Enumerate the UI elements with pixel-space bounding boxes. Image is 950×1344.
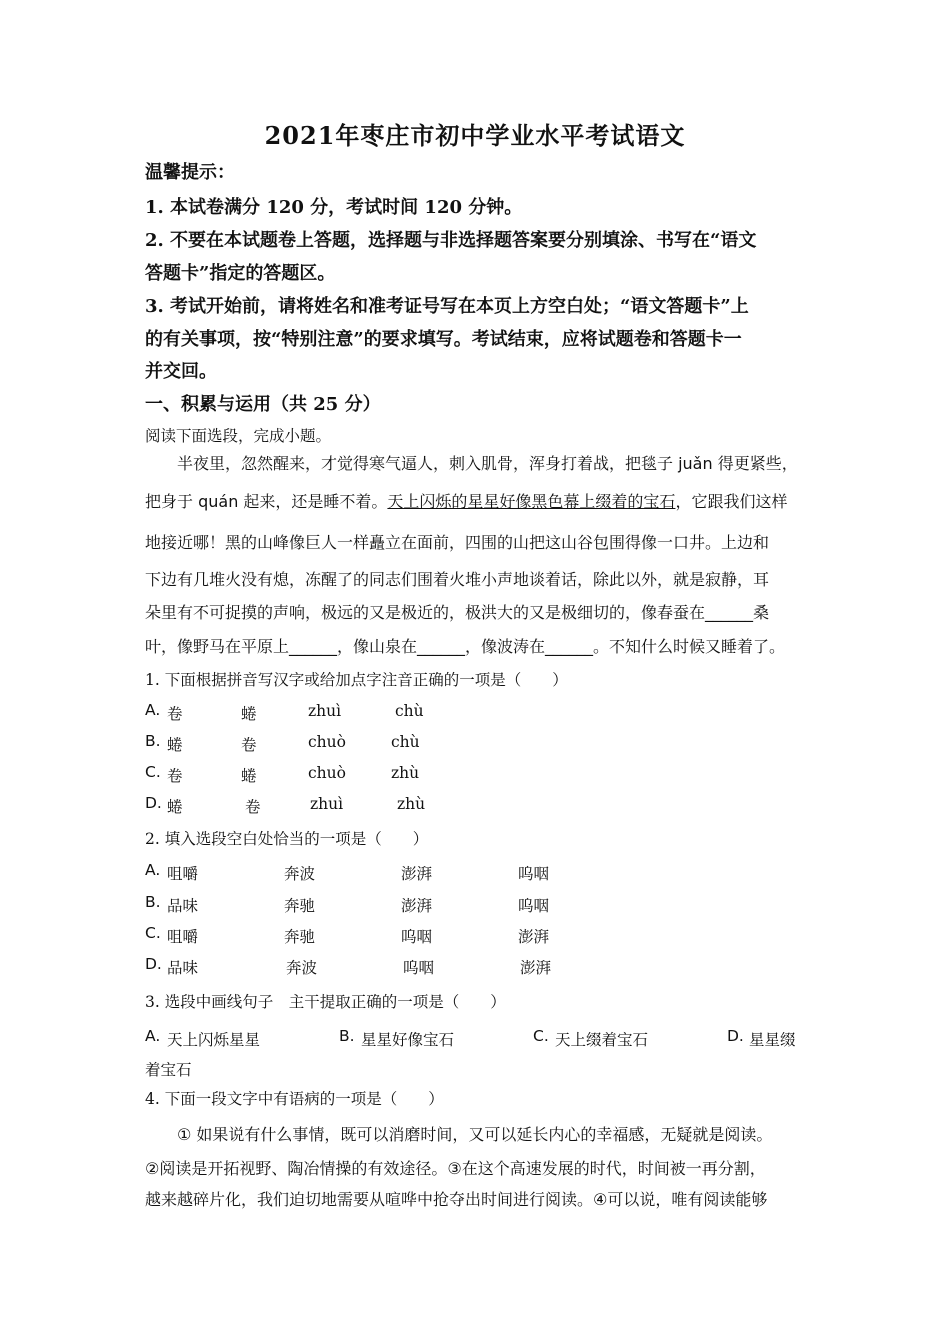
question-4-text: ① 如果说有什么事情，既可以消磨时间，又可以延长内心的幸福感，无疑就是阅读。: [177, 1125, 773, 1144]
question-4-text: ②阅读是开拓视野、陶冶情操的有效途径。③在这个高速发展的时代，时间被一再分割，: [145, 1159, 766, 1178]
notice-item: 3. 考试开始前，请将姓名和准考证号写在本页上方空白处；“语文答题卡”上: [145, 296, 749, 317]
option-label: B.: [339, 1027, 355, 1045]
option-text: 天上缀着宝石: [555, 1031, 649, 1049]
option-text: 星星好像宝石: [361, 1031, 455, 1049]
option-label: C.: [533, 1027, 549, 1045]
question-3-stem: 3. 选段中画线句子 主干提取正确的一项是（ ）: [145, 993, 506, 1011]
option-label: A.: [145, 861, 161, 879]
option-cell: 品味: [167, 959, 199, 977]
passage-line: 地接近哪！黑的山峰像巨人一样矗立在面前，四围的山把这山谷包围得像一口井。上边和: [145, 533, 770, 552]
passage-line: 叶，像野马在平原上______，像山泉在______，像波涛在______。不知什么时候又睡着了。: [145, 637, 786, 656]
section-heading: 一、积累与运用（共 25 分）: [145, 394, 381, 415]
option-cell: chuò: [308, 733, 346, 751]
notice-item: 2. 不要在本试题卷上答题，选择题与非选择题答案要分别填涂、书写在“语文: [145, 230, 757, 251]
option-cell: 奔波: [284, 865, 316, 883]
option-text: 天上闪烁星星: [167, 1031, 261, 1049]
option-label: D.: [145, 955, 162, 973]
option-label: D.: [145, 794, 162, 812]
option-label: D.: [727, 1027, 744, 1045]
option-label: C.: [145, 924, 161, 942]
option-cell: zhuì: [308, 702, 342, 720]
option-cell: 呜咽: [518, 897, 550, 915]
notice-item: 答题卡”指定的答题区。: [145, 263, 336, 284]
option-cell: 奔驰: [284, 897, 316, 915]
option-cell: 奔波: [286, 959, 318, 977]
option-cell: 奔驰: [284, 928, 316, 946]
option-cell: 澎湃: [401, 865, 433, 883]
notice-item: 并交回。: [145, 361, 217, 382]
option-text: 着宝石: [145, 1061, 192, 1079]
option-cell: 呜咽: [401, 928, 433, 946]
passage-text: ，它跟我们这样: [675, 492, 788, 511]
passage-line: 下边有几堆火没有熄，冻醒了的同志们围着火堆小声地谈着话，除此以外，就是寂静，耳: [145, 570, 770, 589]
passage-line: 朵里有不可捉摸的声响，极远的又是极近的，极洪大的又是极细切的，像春蚕在______桑: [145, 603, 770, 622]
option-cell: 卷: [241, 736, 257, 754]
option-label: A.: [145, 1027, 161, 1045]
question-4-stem: 4. 下面一段文字中有语病的一项是（ ）: [145, 1090, 444, 1108]
notice-item: 1. 本试卷满分 120 分，考试时间 120 分钟。: [145, 197, 523, 218]
passage-line: 半夜里，忽然醒来，才觉得寒气逼人，刺入肌骨，浑身打着战，把毯子 juǎn 得更紧些，: [177, 454, 798, 473]
option-cell: 卷: [167, 705, 183, 723]
option-cell: chù: [391, 733, 420, 751]
option-cell: 品味: [167, 897, 199, 915]
option-cell: 卷: [245, 798, 261, 816]
option-cell: chuò: [308, 764, 346, 782]
option-label: B.: [145, 893, 161, 911]
option-cell: chù: [395, 702, 424, 720]
option-cell: 蜷: [241, 705, 257, 723]
option-cell: 咀嚼: [167, 928, 199, 946]
option-cell: 澎湃: [520, 959, 552, 977]
option-label: B.: [145, 732, 161, 750]
instruction: 阅读下面选段，完成小题。: [145, 427, 332, 445]
option-cell: 咀嚼: [167, 865, 199, 883]
option-cell: zhuì: [310, 795, 344, 813]
option-label: A.: [145, 701, 161, 719]
notice-heading: 温馨提示：: [145, 162, 235, 183]
notice-item: 的有关事项，按“特别注意”的要求填写。考试结束，应将试题卷和答题卡一: [145, 329, 742, 350]
option-cell: 呜咽: [403, 959, 435, 977]
option-cell: 呜咽: [518, 865, 550, 883]
page-title: 2021年枣庄市初中学业水平考试语文: [264, 121, 686, 150]
option-cell: 澎湃: [518, 928, 550, 946]
option-cell: zhù: [391, 764, 420, 782]
option-cell: 澎湃: [401, 897, 433, 915]
option-text: 星星缀: [749, 1031, 796, 1049]
option-cell: 蜷: [241, 767, 257, 785]
underlined-sentence: 天上闪烁的星星好像黑色幕上缀着的宝石: [387, 492, 676, 511]
question-1-stem: 1. 下面根据拼音写汉字或给加点字注音正确的一项是（ ）: [145, 671, 568, 689]
passage-line: [145, 489, 787, 512]
passage-text: 把身于 quán 起来，还是睡不着。: [145, 492, 388, 511]
option-cell: 蜷: [167, 736, 183, 754]
question-4-text: 越来越碎片化，我们迫切地需要从喧哗中抢夺出时间进行阅读。④可以说，唯有阅读能够: [145, 1190, 768, 1209]
option-label: C.: [145, 763, 161, 781]
option-cell: zhù: [397, 795, 426, 813]
question-2-stem: 2. 填入选段空白处恰当的一项是（ ）: [145, 830, 429, 848]
option-cell: 卷: [167, 767, 183, 785]
option-cell: 蜷: [167, 798, 183, 816]
